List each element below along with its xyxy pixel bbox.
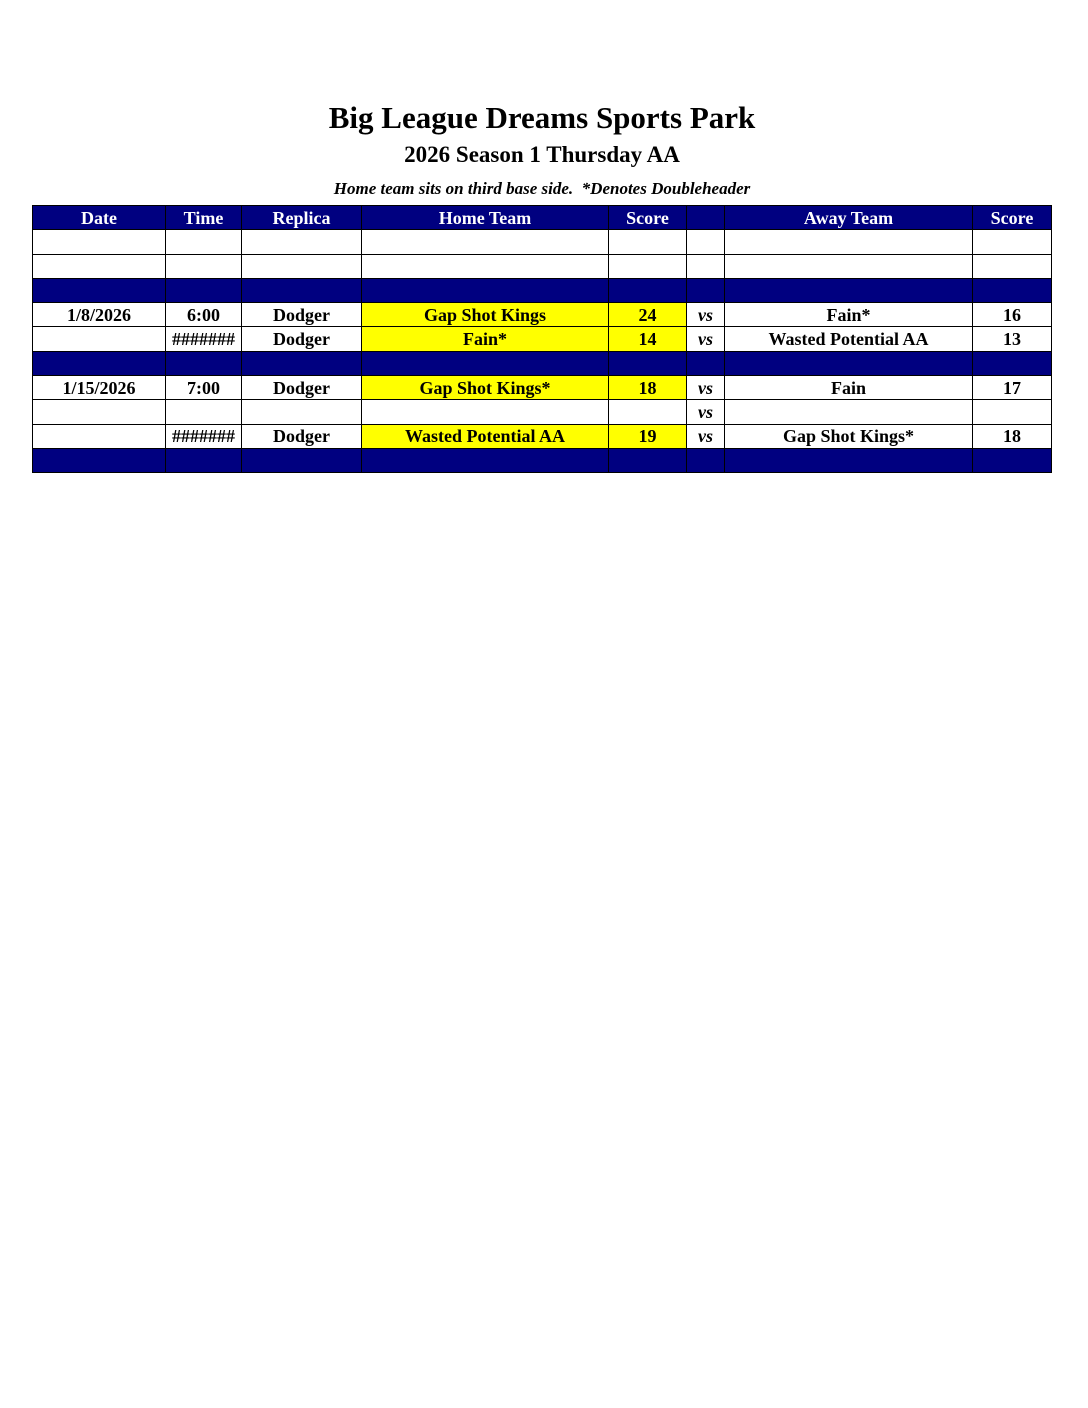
away-team-cell (725, 254, 973, 278)
table-row (33, 230, 1052, 254)
time-cell (166, 254, 242, 278)
schedule-note: Home team sits on third base side. *Denotes Doubleheader (333, 179, 751, 198)
home-team-cell: Wasted Potential AA (362, 424, 609, 448)
time-cell: ####### (166, 327, 242, 351)
time-cell (166, 400, 242, 424)
home-team-cell (362, 230, 609, 254)
column-header-away-team: Away Team (725, 206, 973, 230)
column-header-vs (687, 206, 725, 230)
column-header-home-score: Score (609, 206, 687, 230)
replica-cell: Dodger (242, 376, 362, 400)
replica-cell (242, 254, 362, 278)
vs-cell: vs (687, 424, 725, 448)
separator-cell (33, 448, 166, 472)
table-row (33, 254, 1052, 278)
home-score-cell: 24 (609, 303, 687, 327)
separator-cell (33, 278, 166, 302)
separator-row (33, 448, 1052, 472)
column-header-date: Date (33, 206, 166, 230)
away-score-cell (973, 400, 1052, 424)
away-score-cell: 18 (973, 424, 1052, 448)
away-team-cell: Fain (725, 376, 973, 400)
separator-cell (609, 278, 687, 302)
column-header-replica: Replica (242, 206, 362, 230)
home-team-cell: Gap Shot Kings* (362, 376, 609, 400)
away-team-cell (725, 230, 973, 254)
home-score-cell: 19 (609, 424, 687, 448)
table-header-row (33, 206, 1052, 230)
replica-cell: Dodger (242, 424, 362, 448)
column-header-away-score: Score (973, 206, 1052, 230)
separator-cell (609, 448, 687, 472)
table-row (33, 327, 1052, 351)
away-score-cell (973, 254, 1052, 278)
home-score-cell (609, 400, 687, 424)
away-team-cell: Fain* (725, 303, 973, 327)
date-cell: 1/15/2026 (33, 376, 166, 400)
separator-cell (687, 351, 725, 375)
separator-cell (725, 278, 973, 302)
table-row (33, 400, 1052, 424)
table-row (33, 303, 1052, 327)
date-cell (33, 230, 166, 254)
away-score-cell: 17 (973, 376, 1052, 400)
separator-cell (33, 351, 166, 375)
home-score-cell: 14 (609, 327, 687, 351)
date-cell (33, 424, 166, 448)
home-score-cell: 18 (609, 376, 687, 400)
replica-cell: Dodger (242, 327, 362, 351)
vs-cell: vs (687, 327, 725, 351)
schedule-table (32, 205, 1052, 473)
time-cell: ####### (166, 424, 242, 448)
vs-cell (687, 254, 725, 278)
separator-cell (242, 278, 362, 302)
vs-cell (687, 230, 725, 254)
table-row (33, 376, 1052, 400)
table-row (33, 424, 1052, 448)
column-header-home-team: Home Team (362, 206, 609, 230)
vs-cell: vs (687, 400, 725, 424)
home-team-cell: Gap Shot Kings (362, 303, 609, 327)
home-score-cell (609, 254, 687, 278)
home-team-cell (362, 254, 609, 278)
separator-cell (973, 278, 1052, 302)
away-team-cell (725, 400, 973, 424)
separator-cell (725, 351, 973, 375)
date-cell (33, 327, 166, 351)
page-subtitle: 2026 Season 1 Thursday AA (404, 142, 680, 167)
separator-cell (687, 278, 725, 302)
time-cell: 7:00 (166, 376, 242, 400)
time-cell: 6:00 (166, 303, 242, 327)
separator-cell (166, 351, 242, 375)
date-cell (33, 400, 166, 424)
separator-cell (166, 278, 242, 302)
home-team-cell: Fain* (362, 327, 609, 351)
column-header-time: Time (166, 206, 242, 230)
replica-cell (242, 400, 362, 424)
home-team-cell (362, 400, 609, 424)
separator-row (33, 351, 1052, 375)
separator-cell (242, 351, 362, 375)
separator-cell (362, 448, 609, 472)
vs-cell: vs (687, 376, 725, 400)
time-cell (166, 230, 242, 254)
replica-cell: Dodger (242, 303, 362, 327)
date-cell: 1/8/2026 (33, 303, 166, 327)
schedule-body (33, 230, 1052, 473)
separator-cell (166, 448, 242, 472)
separator-cell (687, 448, 725, 472)
separator-cell (973, 351, 1052, 375)
separator-cell (362, 351, 609, 375)
away-team-cell: Wasted Potential AA (725, 327, 973, 351)
away-team-cell: Gap Shot Kings* (725, 424, 973, 448)
separator-row (33, 278, 1052, 302)
away-score-cell: 16 (973, 303, 1052, 327)
vs-cell: vs (687, 303, 725, 327)
page-title: Big League Dreams Sports Park (328, 100, 756, 135)
separator-cell (725, 448, 973, 472)
date-cell (33, 254, 166, 278)
separator-cell (362, 278, 609, 302)
away-score-cell: 13 (973, 327, 1052, 351)
separator-cell (973, 448, 1052, 472)
separator-cell (242, 448, 362, 472)
separator-cell (609, 351, 687, 375)
home-score-cell (609, 230, 687, 254)
replica-cell (242, 230, 362, 254)
away-score-cell (973, 230, 1052, 254)
